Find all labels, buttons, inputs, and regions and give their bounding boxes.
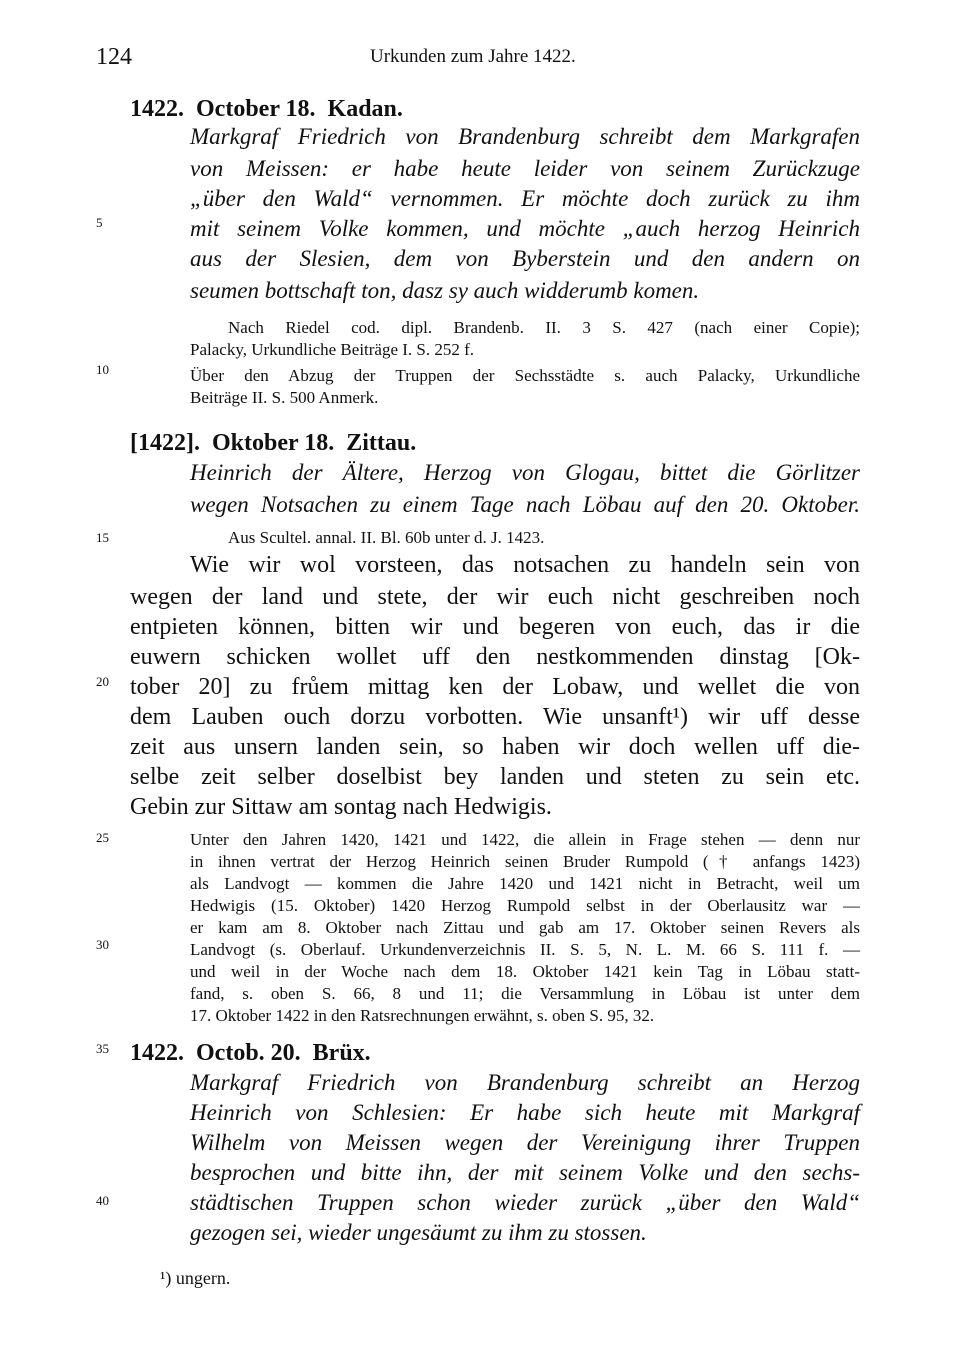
entry-heading: 1422. Octob. 20. Brüx. (130, 1040, 371, 1066)
summary-line: besprochen und bitte ihn, der mit seinem Volke und den sechs- (190, 1160, 860, 1185)
text-line: entpieten können, bitten wir und begeren von euch, das ir die (130, 614, 860, 640)
line-number: 20 (96, 674, 109, 689)
summary-line: gezogen sei, wieder ungesäumt zu ihm zu stossen. (190, 1220, 647, 1245)
summary-line: wegen Notsachen zu einem Tage nach Löbau auf den 20. Oktober. (190, 492, 860, 517)
entry-heading: 1422. October 18. Kadan. (130, 96, 403, 122)
commentary-line: Unter den Jahren 1420, 1421 und 1422, die allein in Frage stehen — denn nur (190, 830, 860, 849)
text-line: tober 20] zu frůem mittag ken der Lobaw, und wellet die von (130, 674, 860, 700)
line-number: 35 (96, 1041, 109, 1056)
line-number: 5 (96, 215, 103, 230)
note-line: Beiträge II. S. 500 Anmerk. (190, 388, 379, 407)
note-line: Palacky, Urkundliche Beiträge I. S. 252 f. (190, 340, 475, 359)
commentary-line: Landvogt (s. Oberlauf. Urkundenverzeichnis II. S. 5, N. L. M. 66 S. 111 f. — (190, 940, 860, 959)
commentary-line: als Landvogt — kommen die Jahre 1420 und 1421 nicht in Betracht, weil um (190, 874, 860, 893)
summary-line: Heinrich der Ältere, Herzog von Glogau, bittet die Görlitzer (190, 460, 860, 485)
running-title: Urkunden zum Jahre 1422. (370, 46, 576, 67)
summary-line: Wilhelm von Meissen wegen der Vereinigung ihrer Truppen (190, 1130, 860, 1155)
line-number: 15 (96, 530, 109, 545)
text-line: zeit aus unsern landen sein, so haben wir doch wellen uff die- (130, 734, 860, 760)
source-note: Aus Scultel. annal. II. Bl. 60b unter d. J. 1423. (228, 528, 545, 547)
line-number: 25 (96, 830, 109, 845)
summary-line: „über den Wald“ vernommen. Er möchte doch zurück zu ihm (190, 186, 860, 211)
text-line: wegen der land und stete, der wir euch nicht geschreiben noch (130, 584, 860, 610)
commentary-line: in ihnen vertrat der Herzog Heinrich seinen Bruder Rumpold († anfangs 1423) (190, 852, 860, 871)
summary-line: Markgraf Friedrich von Brandenburg schreibt dem Markgrafen (190, 124, 860, 149)
commentary-line: er kam am 8. Oktober nach Zittau und gab am 17. Oktober seinen Revers als (190, 918, 860, 937)
commentary-line: fand, s. oben S. 66, 8 und 11; die Versammlung in Löbau ist unter dem (190, 984, 860, 1003)
text-line: euwern schicken wollet uff den nestkommenden dinstag [Ok- (130, 644, 860, 670)
summary-line: Markgraf Friedrich von Brandenburg schreibt an Herzog (190, 1070, 860, 1095)
text-line: selbe zeit selber doselbist bey landen und steten zu sein etc. (130, 764, 860, 790)
line-number: 10 (96, 362, 109, 377)
commentary-line: 17. Oktober 1422 in den Ratsrechnungen erwähnt, s. oben S. 95, 32. (190, 1006, 655, 1025)
summary-line: aus der Slesien, dem von Byberstein und den andern on (190, 246, 860, 271)
summary-line: seumen bottschaft ton, dasz sy auch widderumb komen. (190, 278, 700, 303)
summary-line: von Meissen: er habe heute leider von seinem Zurückzuge (190, 156, 860, 181)
commentary-line: und weil in der Woche nach dem 18. Oktober 1421 kein Tag in Löbau statt- (190, 962, 860, 981)
commentary-line: Hedwigis (15. Oktober) 1420 Herzog Rumpold selbst in der Oberlausitz war — (190, 896, 860, 915)
footnote: ¹) ungern. (160, 1268, 231, 1288)
text-line: Wie wir wol vorsteen, das notsachen zu handeln sein von (190, 552, 860, 578)
line-number: 40 (96, 1193, 109, 1208)
entry-heading: [1422]. Oktober 18. Zittau. (130, 430, 417, 456)
note-line: Nach Riedel cod. dipl. Brandenb. II. 3 S. 427 (nach einer Copie); (228, 318, 860, 337)
summary-line: städtischen Truppen schon wieder zurück „über den Wald“ (190, 1190, 860, 1215)
text-line: dem Lauben ouch dorzu vorbotten. Wie unsanft¹) wir uff desse (130, 704, 860, 730)
summary-line: mit seinem Volke kommen, und möchte „auch herzog Heinrich (190, 216, 860, 241)
note-line: Über den Abzug der Truppen der Sechsstädte s. auch Palacky, Urkundliche (190, 366, 860, 385)
text-line: Gebin zur Sittaw am sontag nach Hedwigis. (130, 794, 552, 820)
line-number: 30 (96, 937, 109, 952)
page-number: 124 (96, 44, 132, 70)
summary-line: Heinrich von Schlesien: Er habe sich heute mit Markgraf (190, 1100, 860, 1125)
